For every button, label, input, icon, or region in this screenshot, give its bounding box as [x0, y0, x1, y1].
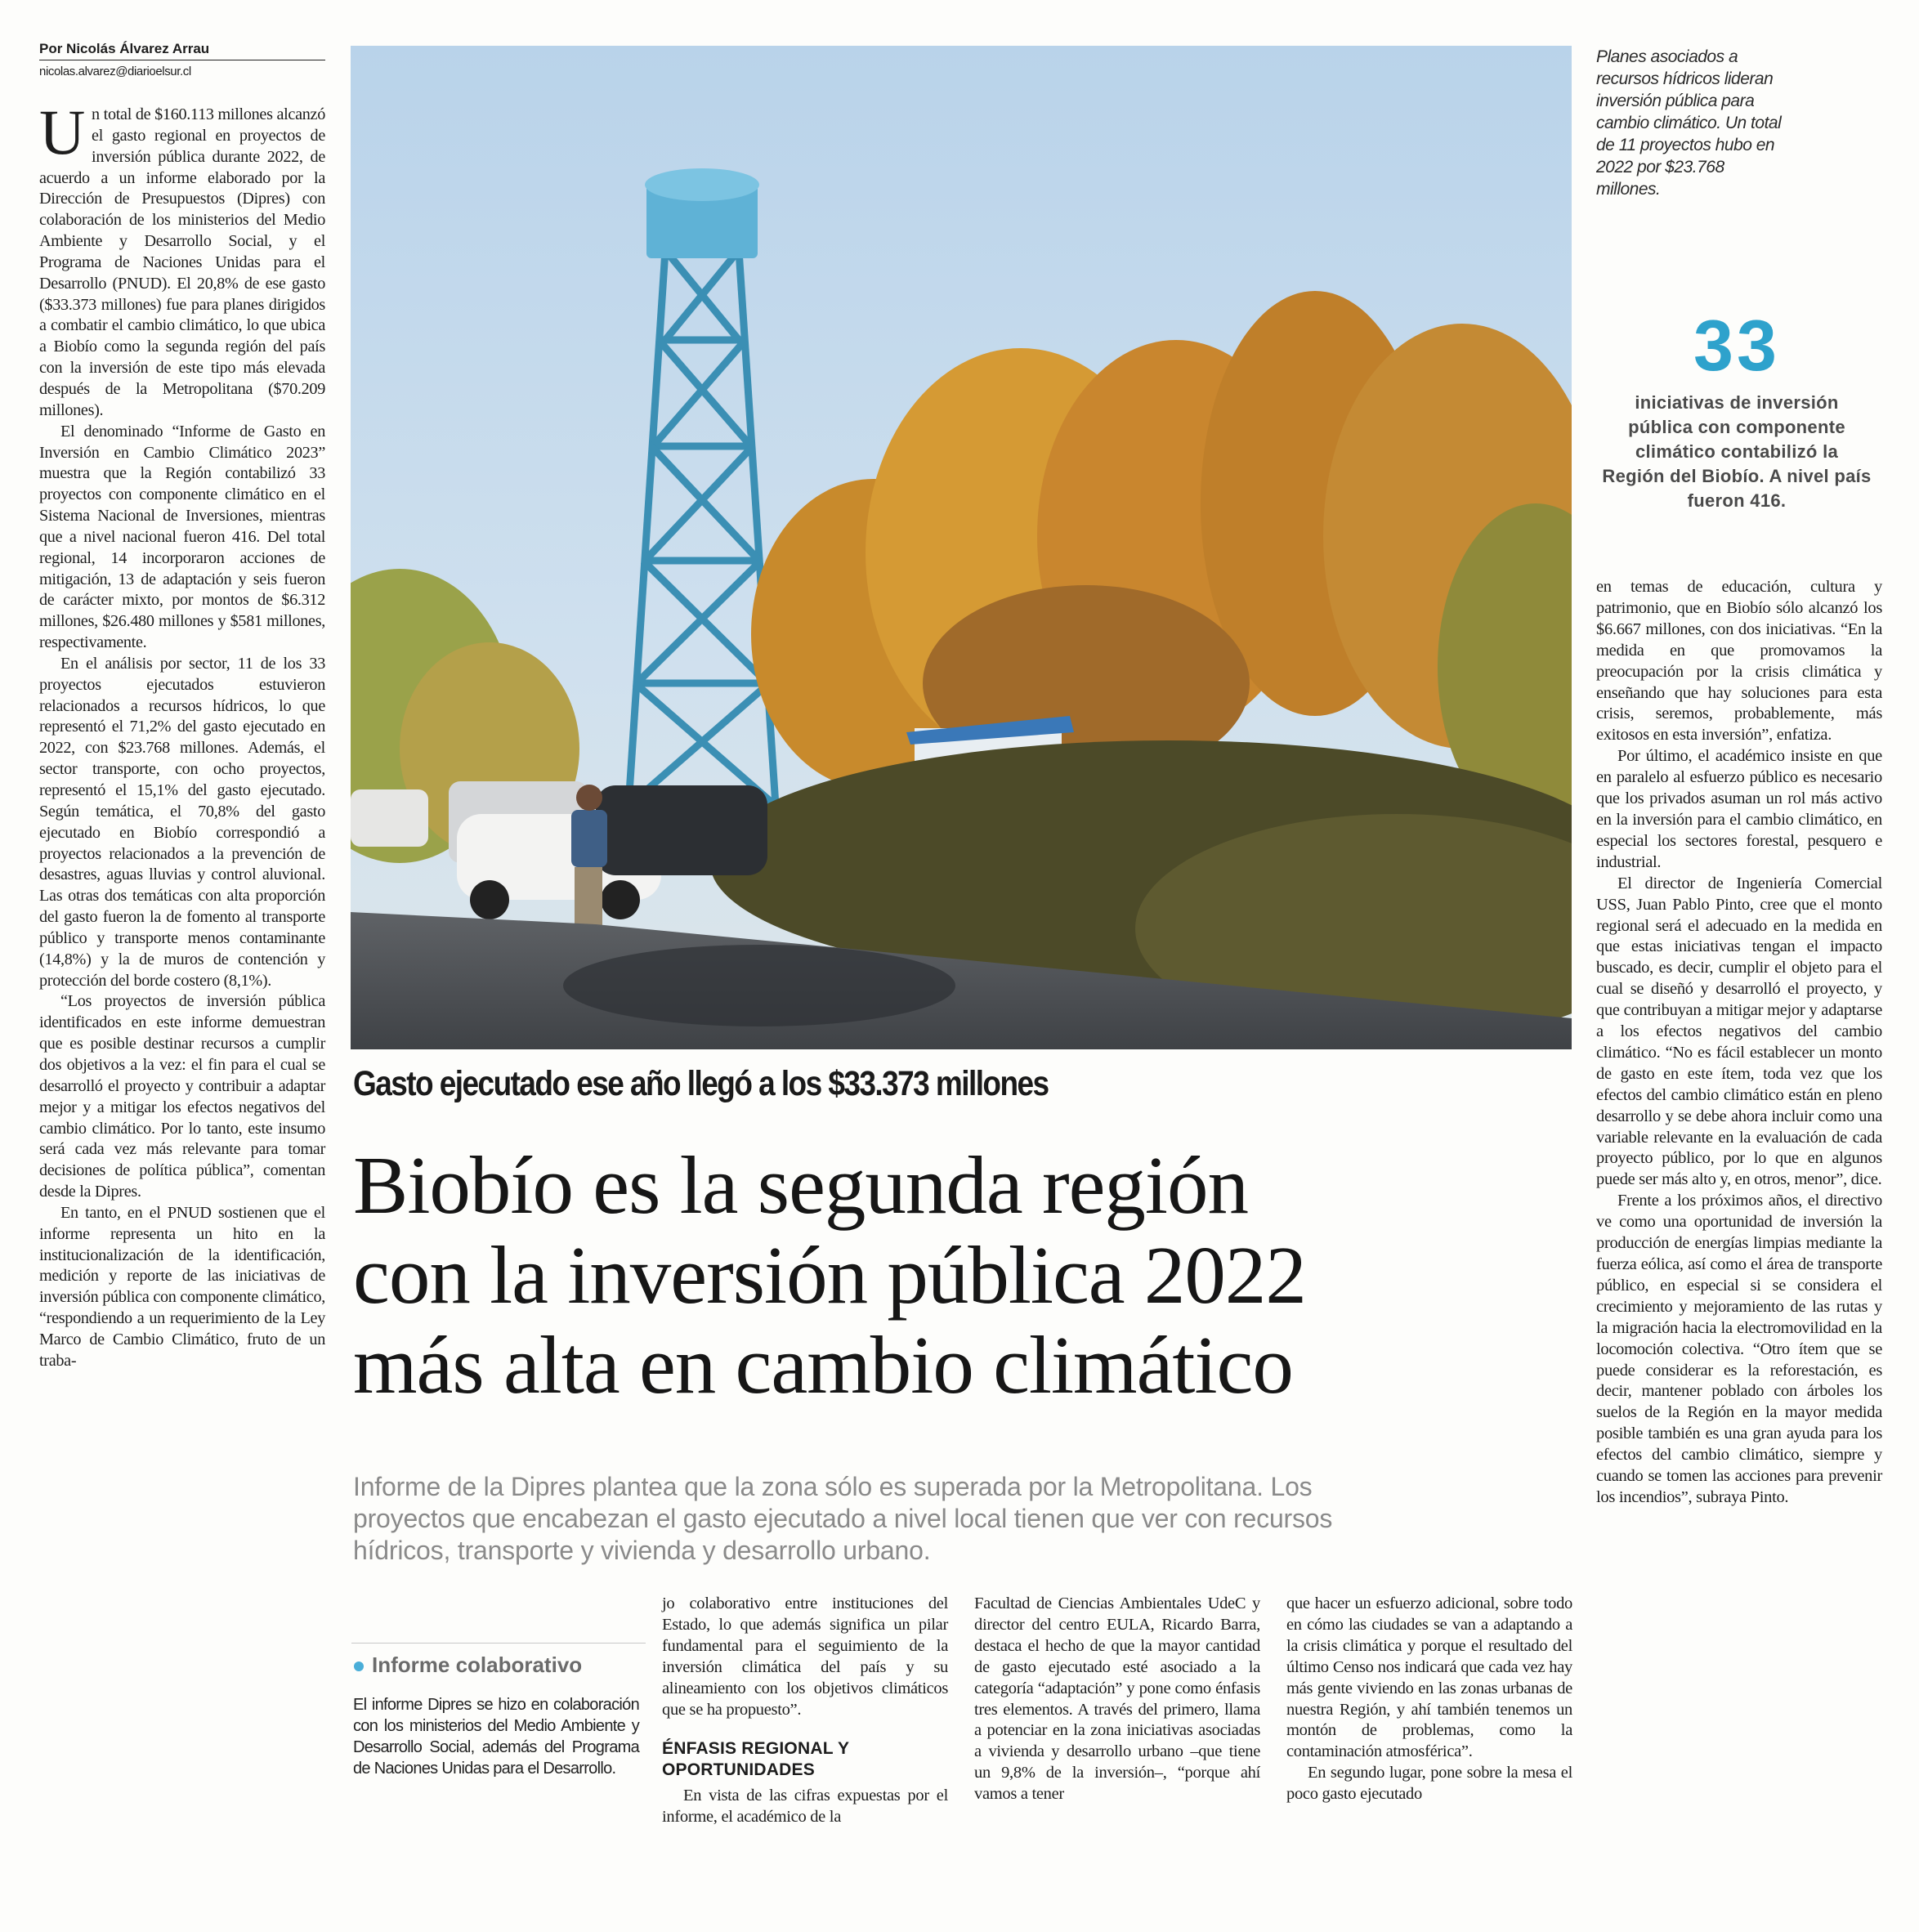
deck [353, 1471, 1563, 1567]
paragraph: En segundo lugar, pone sobre la mesa el poco gasto ejecutado [1286, 1764, 1572, 1804]
paragraph: “Los proyectos de inversión pública identificados en este informe demuestran que es posible destinar recursos a cumplir dos objetivos a la vez: el fin para el cual se desarrolló el proyecto y contribuir a adaptar mejor y a mitigar los efectos negativos del cambio climático. Por lo tanto, este insumo será cada vez más relevante para tomar decisiones de política pública”, comentan desde la Dipres. [39, 992, 325, 1201]
article-column-right [1596, 577, 1882, 1509]
article-column-2 [662, 1594, 948, 1828]
subhead: ÉNFASIS REGIONAL Y OPORTUNIDADES [662, 1739, 849, 1780]
paragraph: Facultad de Ciencias Ambientales UdeC y director del centro EULA, Ricardo Barra, destaca el hecho de que la mayor cantidad de gasto ejecutado esté asociado a la categoría “adaptación” y pone como énfasis tres elementos. A través del primero, llama a potenciar en la zona iniciativas asociadas a vivienda y desarrollo urbano –que tiene un 9,8% de la inversión–, “porque ahí vamos a tener [974, 1594, 1260, 1804]
author-email[interactable]: nicolas.alvarez@diarioelsur.cl [39, 65, 191, 78]
aside-divider [351, 1643, 646, 1644]
paragraph: Un total de $160.113 millones alcanzó el gasto regional en proyectos de inversión pública durante 2022, de acuerdo a un informe elaborado por la Dirección de Presupuestos (Dipres) con colaboración de los ministerios del Medio Ambiente y Desarrollo Social, y el Programa de Naciones Unidas para el Desarrollo (PNUD). El 20,8% de ese gasto ($33.373 millones) fue para planes dirigidos a combatir el cambio climático, lo que ubica a Biobío como la segunda región del país con la inversión de este tipo más elevada después de la Metropolitana ($70.209 millones). [39, 96, 325, 419]
paragraph: Frente a los próximos años, el directivo ve como una oportunidad de inversión la producción de energías limpias mediante la fuerza eólica, así como el área de transporte público, en especial si se considera el crecimiento y mejoramiento de las rutas y la migración hacia la electromovilidad en la locomoción colectiva. “Otro ítem que se puede considerar es la reforestación, es decir, mantener poblado con árboles los suelos de la Región en la mayor medida posible también es una gran ayuda para los efectos del cambio climático, siempre y cuando se tomen las acciones para prevenir los incendios”, subraya Pinto. [1596, 1192, 1882, 1506]
water-tower-photo [351, 46, 1572, 1049]
kicker: Gasto ejecutado ese año llegó a los $33.373 millones [353, 1064, 1049, 1103]
paragraph: jo colaborativo entre instituciones del Estado, lo que además significa un pilar fundamental para el seguimiento de la inversión climática del país y su alineamiento con los objetivos climáticos que se ha propuesto”. [662, 1594, 948, 1719]
paragraph: El denominado “Informe de Gasto en Inversión en Cambio Climático 2023” muestra que la Región contabilizó 33 proyectos con componente climático en el Sistema Nacional de Inversiones, mientras que a nivel nacional fueron 416. Del total regional, 14 incorporaron acciones de mitigación, 13 de adaptación y seis fueron de carácter mixto, por montos de $6.312 millones, $26.480 millones y $581 millones, respectivamente. [39, 422, 325, 652]
aside-title: Informe colaborativo [354, 1652, 582, 1678]
aside-text: El informe Dipres se hizo en colaboración con los ministerios del Medio Ambiente y Desarrollo Social, además del Programa de Naciones Unidas para el Desarrollo. [353, 1696, 639, 1778]
highlight-text: iniciativas de inversión pública con componente climático contabilizó la Región del Biobío. A nivel país fueron 416. [1602, 392, 1872, 511]
bullet-dot-icon [354, 1661, 364, 1671]
article-photo [351, 46, 1572, 1049]
paragraph: En tanto, en el PNUD sostienen que el informe representa un hito en la institucionalización de la identificación, medición y reporte de las iniciativas de inversión pública con componente climático, “respondiendo a un requerimiento de la Ley Marco de Cambio Climático, fruto de un traba- [39, 1203, 325, 1370]
headline-line: Biobío es la segunda región [353, 1139, 1248, 1231]
highlight-number: 33 [1693, 305, 1780, 386]
paragraph: El director de Ingeniería Comercial USS, Juan Pablo Pinto, cree que el monto regional será el adecuado en la medida en que estas iniciativas tengan el impacto buscado, es decir, cumplir el objeto para el cual se diseñó y desarrolló el proyecto, y que contribuyan a mitigar mejor y adaptarse a los efectos negativos del cambio climático. “No es fácil establecer un monto de gasto en este ítem, toda vez que los efectos del cambio climático están en pleno desarrollo y se debe ahora incluir como una variable relevante en la evaluación de cada proyecto público, por lo que en algunos puede ser más alto y, en otros, menor”, dice. [1596, 874, 1882, 1189]
headline-line: con la inversión pública 2022 [353, 1229, 1306, 1321]
paragraph: que hacer un esfuerzo adicional, sobre todo en cómo las ciudades se van a adaptando a la crisis climática y porque el resultado del último Censo nos indicará que cada vez hay más gente viviendo en las zonas urbanas de nuestra Región, y ahí también tenemos un montón de problemas, como la contaminación atmosférica”. [1286, 1594, 1572, 1761]
paragraph: en temas de educación, cultura y patrimonio, que en Biobío sólo alcanzó los $6.667 millones, con dos iniciativas. “En la medida en que promovamos la preocupación por la crisis climática y enseñando que hay soluciones para esta crisis, seremos, probablemente, más exitosos en esta inversión”, enfatiza. [1596, 578, 1882, 745]
deck-line: proyectos que encabezan el gasto ejecutado a nivel local tienen que ver con recursos [353, 1504, 1333, 1533]
author-name: Por Nicolás Álvarez Arrau [39, 41, 325, 60]
paragraph: En vista de las cifras expuestas por el informe, el académico de la [662, 1787, 948, 1827]
deck-line: hídricos, transporte y vivienda y desarrollo urbano. [353, 1536, 931, 1565]
paragraph: En el análisis por sector, 11 de los 33 proyectos ejecutados estuvieron relacionados a recursos hídricos, lo que representó el 71,2% del gasto ejecutado en 2022, con $23.768 millones. Además, el sector transporte, con ocho proyectos, representó el 15,1% del gasto ejecutado. Según temática, el 70,8% del gasto ejecutado en Biobío correspondió a proyectos relacionados a la prevención de desastres, aguas lluvias y control aluvional. Las otras dos temáticas con alta proporción del gasto fueron la de fomento al transporte público y transporte menos contaminante (14,8%) y la de muros de contención y protección del borde costero (8,1%). [39, 654, 325, 990]
byline [39, 41, 325, 78]
photo-caption: Planes asociados a recursos hídricos lideran inversión pública para cambio climático. Un total de 11 proyectos hubo en 2022 por $23.768 millones. [1596, 47, 1782, 199]
headline [353, 1140, 1563, 1410]
drop-cap: U [39, 96, 86, 168]
article-column-4 [1286, 1594, 1572, 1805]
deck-line: Informe de la Dipres plantea que la zona sólo es superada por la Metropolitana. Los [353, 1472, 1313, 1501]
paragraph: Por último, el académico insiste en que en paralelo al esfuerzo público es necesario que los privados asuman un rol más activo en la inversión para el cambio climático, en especial los sectores forestal, pesquero e industrial. [1596, 747, 1882, 871]
article-column-left [39, 96, 325, 1372]
headline-line: más alta en cambio climático [353, 1319, 1293, 1411]
article-column-3 [974, 1594, 1260, 1805]
